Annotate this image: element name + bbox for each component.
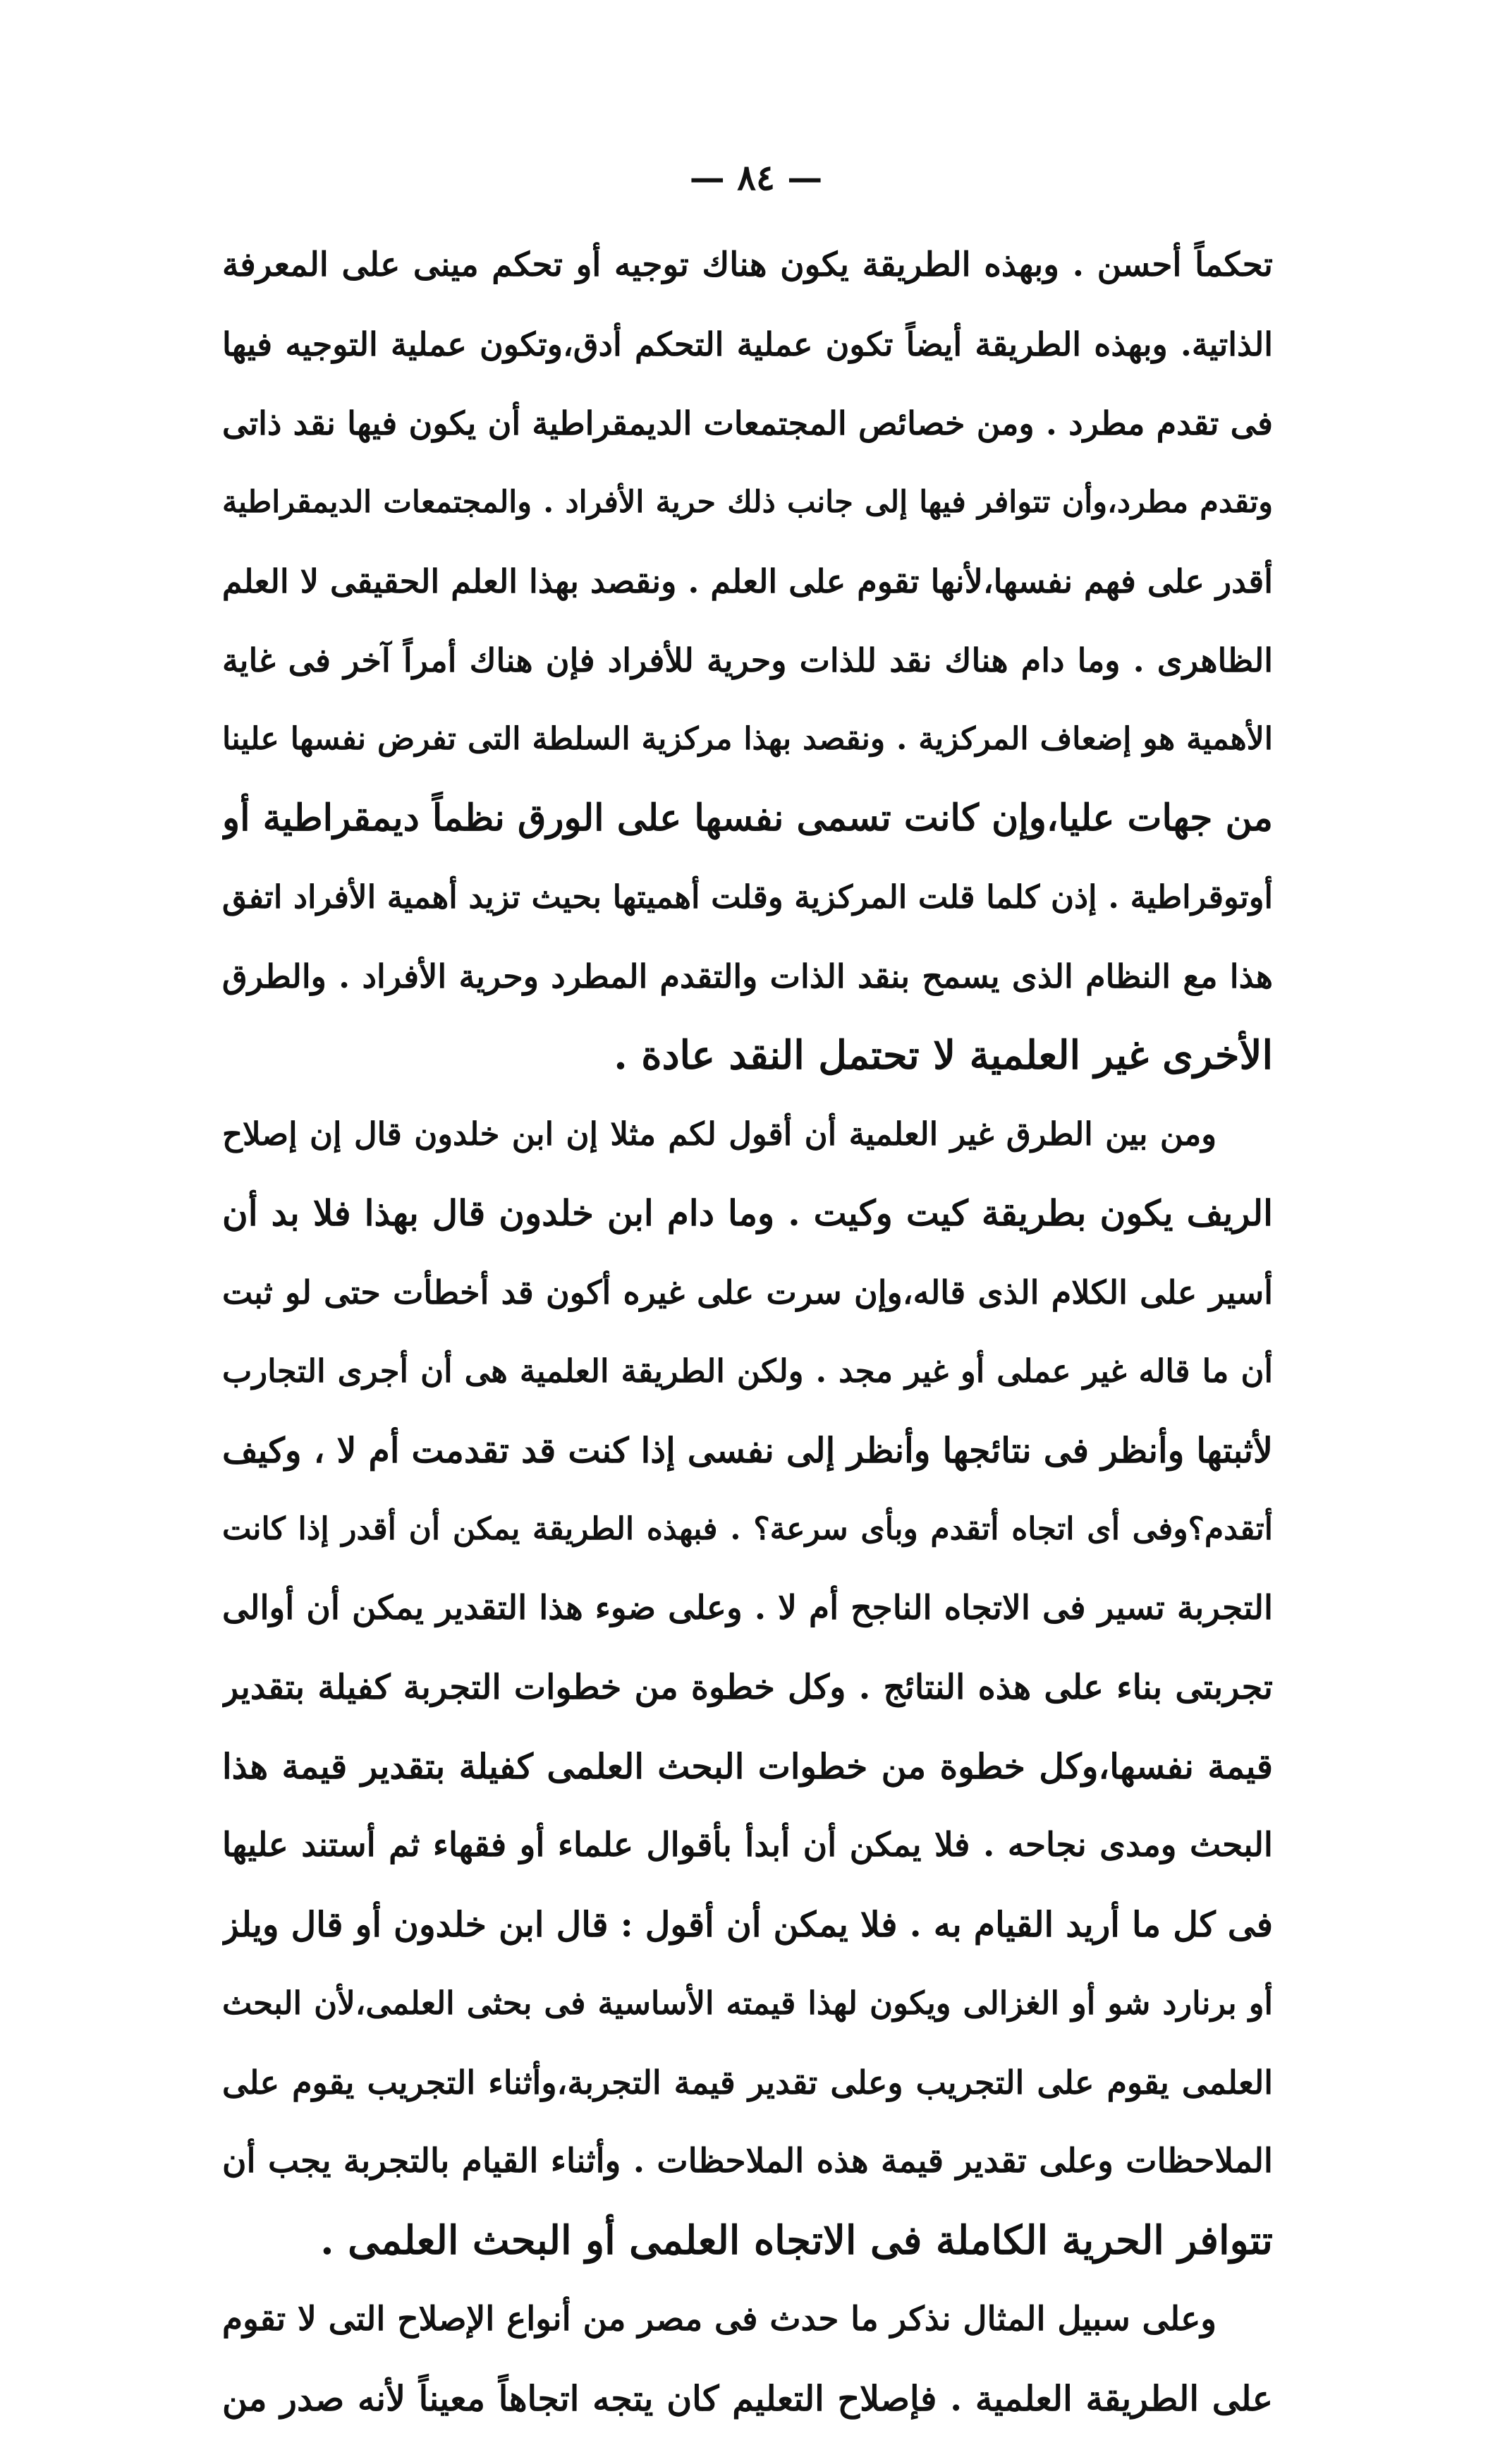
page-number: — ٨٤ — — [689, 157, 823, 198]
text-line: تتوافر الحرية الكاملة فى الاتجاه العلمى أو البحث العلمى . — [320, 2217, 1273, 2264]
text-line: الأهمية هو إضعاف المركزية . ونقصد بهذا مركزية السلطة التى تفرض نفسها علينا — [222, 721, 1273, 757]
text-line: ومن بين الطرق غير العلمية أن أقول لكم مثلا إن ابن خلدون قال إن إصلاح — [222, 1115, 1217, 1153]
text-line: الأخرى غير العلمية لا تحتمل النقد عادة . — [614, 1032, 1273, 1079]
text-line: الريف يكون بطريقة كيت وكيت . وما دام ابن خلدون قال بهذا فلا بد أن — [222, 1192, 1273, 1234]
text-line: البحث ومدى نجاحه . فلا يمكن أن أبدأ بأقوال علماء أو فقهاء ثم أستند عليها — [222, 1826, 1273, 1864]
text-line: أسير على الكلام الذى قاله،وإن سرت على غيره أكون قد أخطأت حتى لو ثبت — [222, 1273, 1273, 1311]
text-line: العلمى يقوم على التجريب وعلى تقدير قيمة التجربة،وأثناء التجريب يقوم على — [222, 2063, 1273, 2102]
text-line: وعلى سبيل المثال نذكر ما حدث فى مصر من أنواع الإصلاح التى لا تقوم — [222, 2300, 1217, 2339]
text-line: أقدر على فهم نفسها،لأنها تقوم على العلم . ونقصد بهذا العلم الحقيقى لا العلم — [222, 562, 1273, 600]
text-line: أن ما قاله غير عملى أو غير مجد . ولكن الطريقة العلمية هى أن أجرى التجارب — [222, 1352, 1273, 1390]
text-line: فى تقدم مطرد . ومن خصائص المجتمعات الديمقراطية أن يكون فيها نقد ذاتى — [222, 404, 1273, 442]
text-line: فى كل ما أريد القيام به . فلا يمكن أن أقول : قال ابن خلدون أو قال ويلز — [222, 1904, 1273, 1945]
text-line: أوتوقراطية . إذن كلما قلت المركزية وقلت أهميتها بحيث تزيد أهمية الأفراد اتفق — [222, 878, 1273, 916]
paragraph — [222, 226, 1273, 1095]
text-line: على الطريقة العلمية . فإصلاح التعليم كان يتجه اتجاهاً معيناً لأنه صدر من — [222, 2378, 1273, 2419]
text-line: هذا مع النظام الذى يسمح بنقد الذات والتقدم المطرد وحرية الأفراد . والطرق — [222, 957, 1273, 995]
text-line: لأثبتها وأنظر فى نتائجها وأنظر إلى نفسى إذا كنت قد تقدمت أم لا ، وكيف — [222, 1430, 1273, 1471]
text-line: التجربة تسير فى الاتجاه الناجح أم لا . وعلى ضوء هذا التقدير يمكن أن أوالى — [222, 1589, 1273, 1627]
paragraph — [222, 2280, 1273, 2438]
text-line: تحكماً أحسن . وبهذه الطريقة يكون هناك توجيه أو تحكم مينى على المعرفة — [222, 245, 1273, 284]
text-line: أتقدم؟وفى أى اتجاه أتقدم وبأى سرعة؟ . فبهذه الطريقة يمكن أن أقدر إذا كانت — [222, 1511, 1273, 1547]
paragraph — [222, 1095, 1273, 2280]
text-line: قيمة نفسها،وكل خطوة من خطوات البحث العلمى كفيلة بتقدير قيمة هذا — [222, 1746, 1273, 1787]
text-line: الظاهرى . وما دام هناك نقد للذات وحرية للأفراد فإن هناك أمراً آخر فى غاية — [222, 641, 1273, 679]
text-line: تجربتى بناء على هذه النتائج . وكل خطوة من خطوات التجربة كفيلة بتقدير — [222, 1668, 1273, 1707]
text-line: من جهات عليا،وإن كانت تسمى نفسها على الورق نظماً ديمقراطية أو — [222, 796, 1273, 839]
body-text — [222, 226, 1273, 2438]
text-line: أو برنارد شو أو الغزالى ويكون لهذا قيمته الأساسية فى بحثى العلمى،لأن البحث — [222, 1984, 1273, 2022]
text-line: الذاتية. وبهذه الطريقة أيضاً تكون عملية التحكم أدق،وتكون عملية التوجيه فيها — [222, 325, 1273, 363]
text-line: الملاحظات وعلى تقدير قيمة هذه الملاحظات . وأثناء القيام بالتجربة يجب أن — [222, 2142, 1273, 2181]
text-line: وتقدم مطرد،وأن تتوافر فيها إلى جانب ذلك حرية الأفراد . والمجتمعات الديمقراطية — [222, 485, 1273, 520]
